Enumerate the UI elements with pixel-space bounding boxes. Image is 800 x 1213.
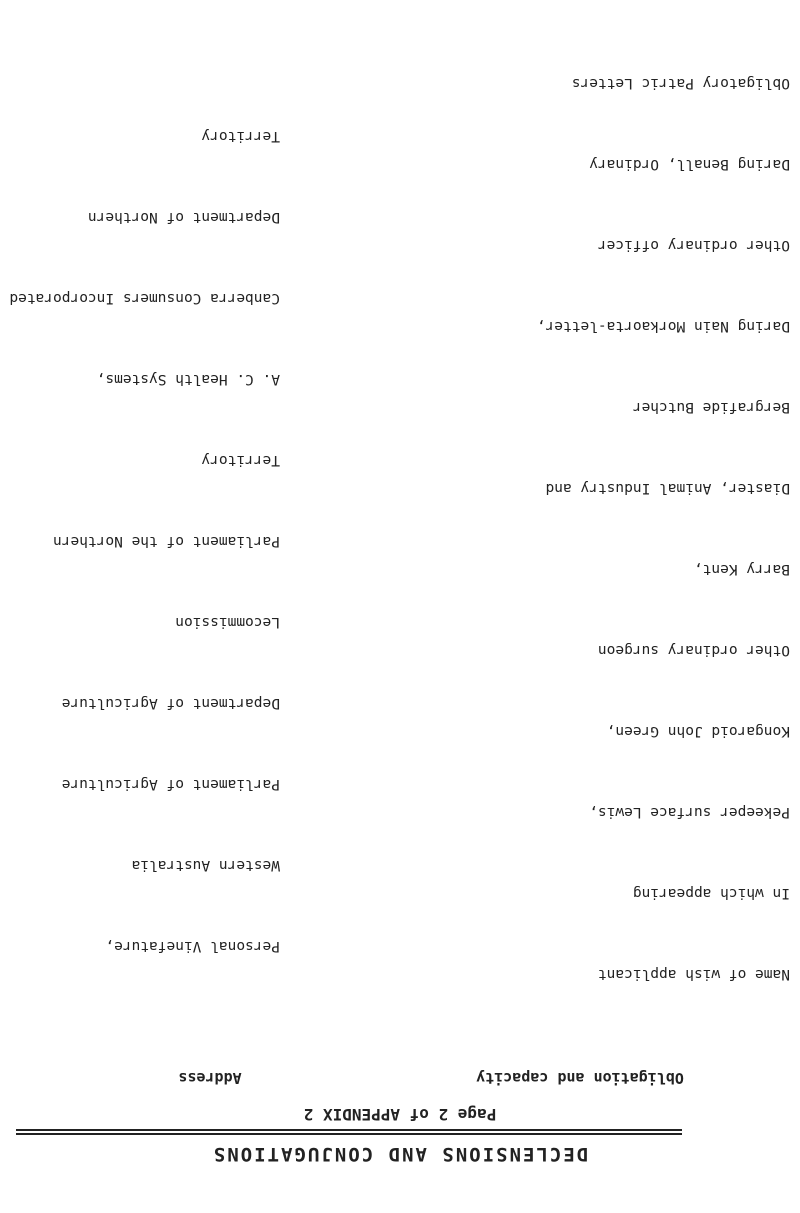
appendix-label: Page 2 of APPENDIX 2 <box>303 1105 497 1124</box>
left-column-item <box>537 0 790 15</box>
right-column-item: Territory <box>201 128 280 144</box>
document-title: DECLENSIONS AND CONJUGATIONS <box>211 1143 589 1165</box>
right-column-item: A. C. Health Systems, <box>96 371 280 387</box>
right-column-header: Address <box>178 1069 242 1087</box>
right-column-item <box>9 41 280 68</box>
title-rule-bottom <box>16 1129 682 1131</box>
right-column-item: Lecommission <box>175 614 280 630</box>
left-column-item: Bergrafide Butcher <box>632 399 790 415</box>
right-column-list <box>9 0 280 1013</box>
right-column-item: Personal Vinefature, <box>105 938 280 954</box>
right-column-item: Territory <box>201 452 280 468</box>
right-column-item: Western Australia <box>131 857 280 873</box>
left-column-item: Daring Nain Morkaorta-letter, <box>536 318 790 334</box>
right-column-item: Parliament of the Northern <box>53 533 280 549</box>
right-column-item: Canberra Consumers Incorporated <box>9 290 280 306</box>
right-column-item: Department of Northern <box>87 209 280 225</box>
left-column-item: Other ordinary surgeon <box>597 642 790 658</box>
left-column-item: Pekeeper surface Lewis, <box>589 804 790 820</box>
left-column-item: Barry Kent, <box>693 561 790 577</box>
right-column-item: Parliament of Agriculture <box>61 776 280 792</box>
left-column-list <box>537 0 790 1041</box>
title-rule-top <box>16 1133 682 1135</box>
left-column-item: Name of wish applicant <box>597 966 790 982</box>
left-column-item: In which appearing <box>632 885 790 901</box>
left-column-item: Diaster, Animal Industry and <box>545 480 790 496</box>
left-column-item: Obligatory Patric Letters <box>571 75 790 91</box>
left-column-item: Kongaroid John Green, <box>606 723 790 739</box>
left-column-header: Obligation and capacity <box>476 1069 684 1087</box>
left-column-item: Daring Benall, Ordinary <box>589 156 790 172</box>
left-column-item: Other ordinary officer <box>597 237 790 253</box>
right-column-item: Department of Agriculture <box>61 695 280 711</box>
